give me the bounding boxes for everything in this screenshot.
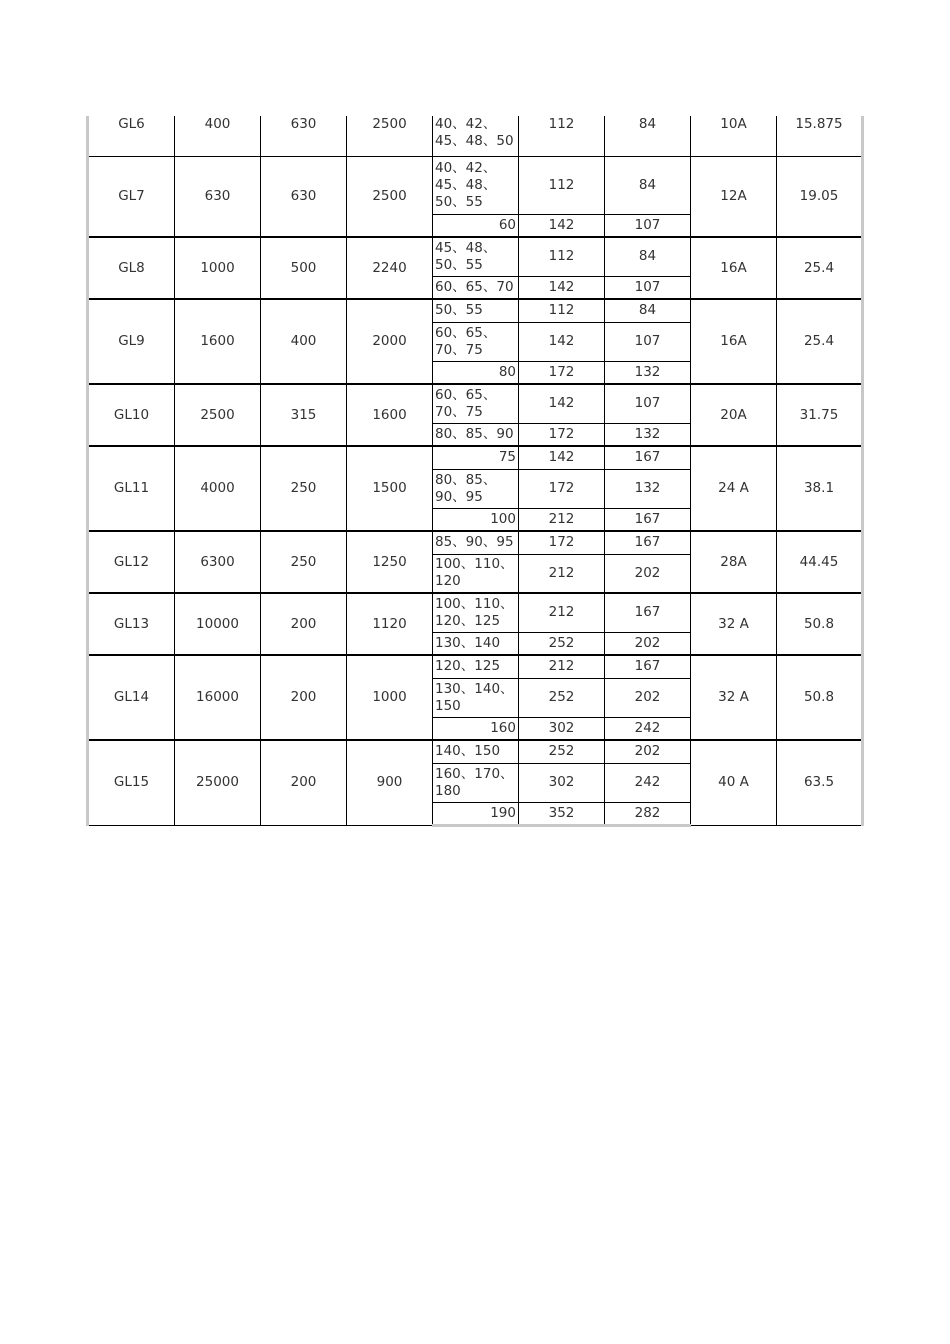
d2-cell: 167	[605, 655, 691, 678]
d2-cell: 107	[605, 214, 691, 237]
table-row	[88, 299, 863, 322]
d1-cell: 252	[519, 740, 605, 763]
chain-cell: 16A	[691, 299, 777, 384]
torque-cell: 10000	[175, 593, 261, 655]
d1-cell: 112	[519, 156, 605, 214]
chain-cell: 32 A	[691, 655, 777, 740]
d1-cell: 212	[519, 508, 605, 531]
speed2-cell: 1600	[347, 384, 433, 446]
chain-cell: 40 A	[691, 740, 777, 825]
speed2-cell: 900	[347, 740, 433, 825]
d1-cell: 212	[519, 554, 605, 593]
torque-cell: 2500	[175, 384, 261, 446]
bore-cell: 60、65、70、75	[433, 322, 519, 361]
bore-cell: 160、170、180	[433, 763, 519, 802]
speed-cell: 630	[261, 156, 347, 237]
model-cell: GL11	[88, 446, 175, 531]
speed-cell: 630	[261, 116, 347, 156]
d1-cell: 112	[519, 116, 605, 156]
d2-cell: 132	[605, 469, 691, 508]
d1-cell: 252	[519, 632, 605, 655]
speed2-cell: 2240	[347, 237, 433, 299]
table-row	[88, 593, 863, 632]
bore-cell: 60、65、70、75	[433, 384, 519, 423]
table-row	[88, 655, 863, 678]
speed2-cell: 1000	[347, 655, 433, 740]
pitch-cell: 25.4	[777, 299, 863, 384]
pitch-cell: 50.8	[777, 593, 863, 655]
speed-cell: 315	[261, 384, 347, 446]
bore-cell: 60、65、70	[433, 276, 519, 299]
d2-cell: 282	[605, 802, 691, 825]
model-cell: GL15	[88, 740, 175, 825]
speed2-cell: 2500	[347, 156, 433, 237]
d2-cell: 202	[605, 740, 691, 763]
chain-cell: 20A	[691, 384, 777, 446]
speed-cell: 200	[261, 740, 347, 825]
torque-cell: 6300	[175, 531, 261, 593]
table-row	[88, 384, 863, 423]
d2-cell: 107	[605, 276, 691, 299]
bore-cell: 120、125	[433, 655, 519, 678]
coupling-spec-table-container	[86, 116, 864, 827]
chain-cell: 12A	[691, 156, 777, 237]
d2-cell: 132	[605, 423, 691, 446]
torque-cell: 25000	[175, 740, 261, 825]
speed2-cell: 1120	[347, 593, 433, 655]
speed-cell: 200	[261, 655, 347, 740]
bore-cell: 50、55	[433, 299, 519, 322]
table-row	[88, 446, 863, 469]
d2-cell: 84	[605, 116, 691, 156]
d1-cell: 142	[519, 446, 605, 469]
pitch-cell: 63.5	[777, 740, 863, 825]
bore-cell: 100、110、120、125	[433, 593, 519, 632]
d2-cell: 107	[605, 384, 691, 423]
d2-cell: 242	[605, 763, 691, 802]
model-cell: GL12	[88, 531, 175, 593]
d1-cell: 142	[519, 276, 605, 299]
speed-cell: 250	[261, 446, 347, 531]
d2-cell: 202	[605, 632, 691, 655]
model-cell: GL13	[88, 593, 175, 655]
d1-cell: 142	[519, 322, 605, 361]
d2-cell: 107	[605, 322, 691, 361]
d2-cell: 167	[605, 508, 691, 531]
bore-cell: 40、42、45、48、50、55	[433, 156, 519, 214]
chain-cell: 10A	[691, 116, 777, 156]
pitch-cell: 50.8	[777, 655, 863, 740]
d1-cell: 172	[519, 469, 605, 508]
torque-cell: 400	[175, 116, 261, 156]
table-row	[88, 237, 863, 276]
pitch-cell: 25.4	[777, 237, 863, 299]
chain-cell: 32 A	[691, 593, 777, 655]
pitch-cell: 19.05	[777, 156, 863, 237]
d1-cell: 212	[519, 593, 605, 632]
d2-cell: 167	[605, 446, 691, 469]
d1-cell: 112	[519, 299, 605, 322]
bore-cell: 160	[433, 717, 519, 740]
torque-cell: 16000	[175, 655, 261, 740]
d1-cell: 252	[519, 678, 605, 717]
chain-cell: 24 A	[691, 446, 777, 531]
bore-cell: 40、42、45、48、50	[433, 116, 519, 156]
d1-cell: 172	[519, 423, 605, 446]
bore-cell: 75	[433, 446, 519, 469]
model-cell: GL14	[88, 655, 175, 740]
speed-cell: 200	[261, 593, 347, 655]
chain-cell: 16A	[691, 237, 777, 299]
torque-cell: 4000	[175, 446, 261, 531]
model-cell: GL7	[88, 156, 175, 237]
d2-cell: 202	[605, 678, 691, 717]
d2-cell: 202	[605, 554, 691, 593]
d1-cell: 142	[519, 384, 605, 423]
d1-cell: 112	[519, 237, 605, 276]
torque-cell: 1000	[175, 237, 261, 299]
d2-cell: 132	[605, 361, 691, 384]
bore-cell: 100	[433, 508, 519, 531]
pitch-cell: 31.75	[777, 384, 863, 446]
bore-cell: 80、85、90、95	[433, 469, 519, 508]
d2-cell: 167	[605, 593, 691, 632]
table-row	[88, 531, 863, 554]
d1-cell: 302	[519, 717, 605, 740]
table-row	[88, 116, 863, 156]
coupling-spec-table	[86, 116, 864, 827]
pitch-cell: 44.45	[777, 531, 863, 593]
d1-cell: 142	[519, 214, 605, 237]
d1-cell: 172	[519, 361, 605, 384]
bore-cell: 60	[433, 214, 519, 237]
d1-cell: 352	[519, 802, 605, 825]
table-body	[88, 116, 863, 825]
pitch-cell: 38.1	[777, 446, 863, 531]
bore-cell: 80	[433, 361, 519, 384]
speed-cell: 250	[261, 531, 347, 593]
speed2-cell: 2000	[347, 299, 433, 384]
speed-cell: 400	[261, 299, 347, 384]
chain-cell: 28A	[691, 531, 777, 593]
d2-cell: 84	[605, 237, 691, 276]
bore-cell: 190	[433, 802, 519, 825]
bore-cell: 130、140	[433, 632, 519, 655]
model-cell: GL6	[88, 116, 175, 156]
speed2-cell: 2500	[347, 116, 433, 156]
model-cell: GL9	[88, 299, 175, 384]
d1-cell: 172	[519, 531, 605, 554]
bore-cell: 45、48、50、55	[433, 237, 519, 276]
d2-cell: 242	[605, 717, 691, 740]
d2-cell: 84	[605, 156, 691, 214]
d1-cell: 302	[519, 763, 605, 802]
speed-cell: 500	[261, 237, 347, 299]
model-cell: GL10	[88, 384, 175, 446]
table-row	[88, 740, 863, 763]
bore-cell: 140、150	[433, 740, 519, 763]
torque-cell: 630	[175, 156, 261, 237]
speed2-cell: 1250	[347, 531, 433, 593]
d2-cell: 84	[605, 299, 691, 322]
pitch-cell: 15.875	[777, 116, 863, 156]
d2-cell: 167	[605, 531, 691, 554]
d1-cell: 212	[519, 655, 605, 678]
bore-cell: 80、85、90	[433, 423, 519, 446]
speed2-cell: 1500	[347, 446, 433, 531]
bore-cell: 85、90、95	[433, 531, 519, 554]
model-cell: GL8	[88, 237, 175, 299]
bore-cell: 100、110、120	[433, 554, 519, 593]
torque-cell: 1600	[175, 299, 261, 384]
bore-cell: 130、140、150	[433, 678, 519, 717]
table-row	[88, 156, 863, 214]
